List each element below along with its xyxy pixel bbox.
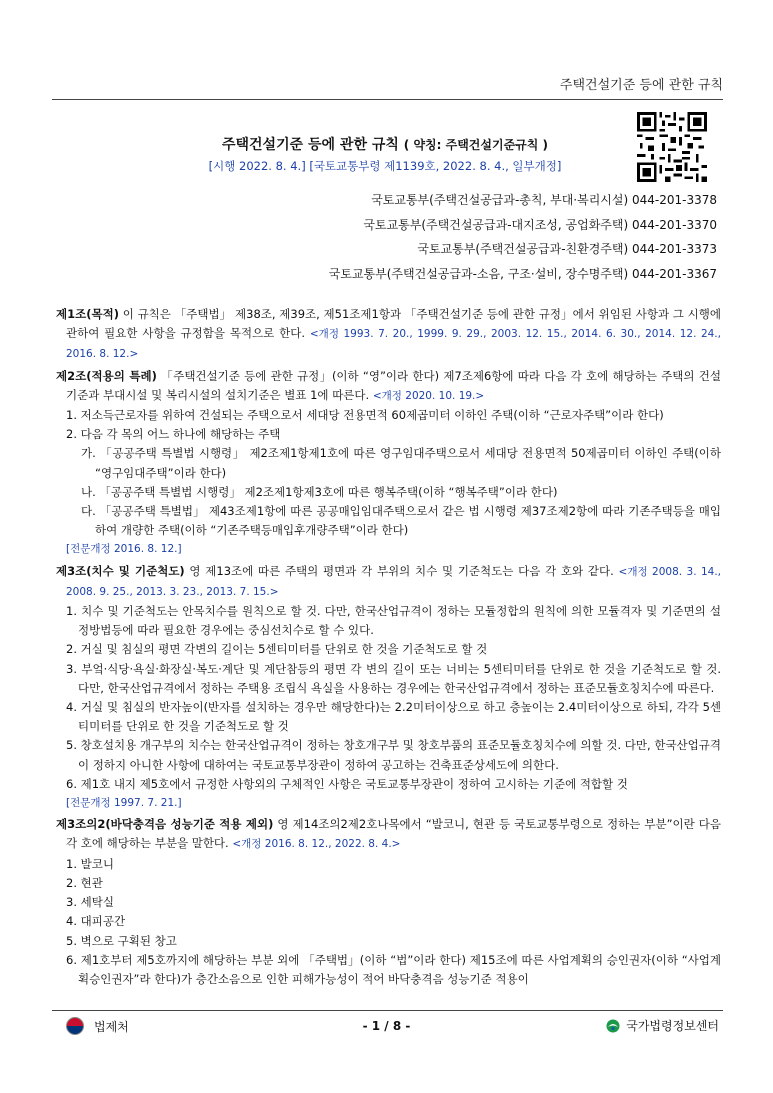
article-subitem: 가. 「공공주택 특별법 시행령」 제2조제1항제1호에 따른 영구임대주택으로서 세대당 전용면적 50제곱미터 이하인 주택(이하 “영구임대주택”이라 한다) bbox=[81, 446, 721, 480]
article-text: 영 제14조의2제2호나목에서 “발코니, 현관 등 국토교통부령으로 정하는 부분”이란 다음 각 호에 해당하는 부분을 말한다. bbox=[66, 817, 721, 851]
article-item: 3. 세탁실 bbox=[66, 895, 114, 910]
law-body bbox=[56, 305, 721, 991]
law-title-line bbox=[120, 134, 650, 154]
article-item: 2. 다음 각 목의 어느 하나에 해당하는 주택 bbox=[66, 427, 281, 442]
running-head: 주택건설기준 등에 관한 규칙 bbox=[559, 78, 723, 93]
footer-right-label: 국가법령정보센터 bbox=[626, 1019, 719, 1033]
article-item: 6. 제1호부터 제5호까지에 해당하는 부분 외에 「주택법」(이하 “법”이라 한다) 제15조에 따른 사업계획의 승인권자(이하 “사업계획승인권자”라 한다)가 층간소음으로 인한 피해가능성이 적어 바닥충격음 성능기준 적용이 bbox=[66, 952, 721, 986]
article-item: 4. 대피공간 bbox=[66, 914, 126, 929]
amendment-note[interactable]: <개정 2016. 8. 12., 2022. 8. 4.> bbox=[232, 838, 401, 851]
article-text: 영 제13조에 따른 주택의 평면과 각 부위의 치수 및 기준척도는 다음 각 호와 같다. bbox=[184, 563, 619, 578]
article-heading: 제2조(적용의 특례) bbox=[56, 368, 157, 383]
footer-left bbox=[66, 1017, 129, 1035]
qr-code-icon[interactable] bbox=[637, 112, 707, 182]
amendment-note[interactable]: <개정 2020. 10. 19.> bbox=[372, 389, 485, 402]
article-item: 1. 치수 및 기준척도는 안목치수를 원칙으로 할 것. 다만, 한국산업규격이 정하는 모듈정합의 원칙에 의한 모듈격자 및 기준면의 설정방법등에 따라 필요한 경우에는 중심선치수로 할 수 있다. bbox=[66, 604, 721, 638]
contact-line: 국토교통부(주택건설공급과-소음, 구조·설비, 장수명주택) 044-201-3367 bbox=[328, 266, 717, 281]
article-3-2 bbox=[56, 815, 721, 989]
page-footer bbox=[0, 1017, 773, 1039]
article-subitem: 나. 「공공주택 특별법 시행령」 제2조제1항제3호에 따른 행복주택(이하 “행복주택”이라 한다) bbox=[81, 484, 558, 499]
enactment-info: [시행 2022. 8. 4.] [국토교통부령 제1139호, 2022. 8. 4., 일부개정] bbox=[208, 159, 562, 173]
article-item: 3. 부엌·식당·욕실·화장실·복도·계단 및 계단참등의 평면 각 변의 길이 또는 너비는 5센티미터를 단위로 한 것을 기준척도로 할 것. 다만, 한국산업규격에서 정하는 주택용 조립식 욕실을 사용하는 경우에는 한국산업규격에서 정하는 표준모듈호칭치수에 따른다. bbox=[66, 661, 721, 695]
article-item: 5. 창호설치용 개구부의 치수는 한국산업규격이 정하는 창호개구부 및 창호부품의 표준모듈호칭치수에 의할 것. 다만, 한국산업규격이 정하지 아니한 사항에 대하여는 국토교통부장관이 정하여 공고하는 건축표준상세도에 의한다. bbox=[66, 738, 721, 772]
article-3 bbox=[56, 562, 721, 814]
revision-note[interactable]: [전문개정 2016. 8. 12.] bbox=[66, 543, 182, 556]
article-heading: 제1조(목적) bbox=[56, 307, 119, 321]
article-paragraph bbox=[56, 562, 721, 602]
article-item: 2. 거실 및 침실의 평면 각변의 길이는 5센티미터를 단위로 한 것을 기준척도로 할 것 bbox=[66, 642, 488, 657]
article-item: 4. 거실 및 침실의 반자높이(반자를 설치하는 경우만 해당한다)는 2.2미터이상으로 하고 층높이는 2.4미터이상으로 하되, 각각 5센티미터를 단위로 한 것을 기준척도로 할 것 bbox=[66, 700, 721, 734]
article-paragraph bbox=[56, 367, 721, 406]
article-text: 이 규칙은 「주택법」 제38조, 제39조, 제51조제1항과 「주택건설기준 등에 관한 규정」에서 위임된 사항과 그 시행에 관하여 필요한 사항을 규정함을 목적으로 한다. bbox=[66, 307, 721, 341]
article-item: 2. 현관 bbox=[66, 875, 103, 890]
contact-line: 국토교통부(주택건설공급과-친환경주택) 044-201-3373 bbox=[417, 242, 717, 256]
article-item: 1. 저소득근로자를 위하여 건설되는 주택으로서 세대당 전용면적 60제곱미터 이하인 주택(이하 “근로자주택”이라 한다) bbox=[66, 408, 664, 423]
title-block bbox=[120, 134, 650, 174]
law-title: 주택건설기준 등에 관한 규칙 bbox=[221, 137, 399, 153]
article-item: 5. 벽으로 구획된 창고 bbox=[66, 933, 177, 948]
article-heading: 제3조(치수 및 기준척도) bbox=[56, 563, 185, 578]
article-1 bbox=[56, 305, 721, 365]
amendment-note[interactable]: <개정 1993. 7. 20., 1999. 9. 29., 2003. 12. 15., 2014. 6. 30., 2014. 12. 24., 2016. 8. 12.> bbox=[66, 328, 721, 361]
contact-list bbox=[197, 188, 717, 286]
page-number: - 1 / 8 - bbox=[362, 1019, 411, 1033]
article-paragraph bbox=[56, 815, 721, 854]
article-text: 「주택건설기준 등에 관한 규정」(이하 “영”이라 한다) 제7조제6항에 따라 다음 각 호에 해당하는 주택의 건설기준과 부대시설 및 복리시설의 설치기준은 별표 1에 따른다. bbox=[66, 368, 721, 402]
footer-left-label: 법제처 bbox=[94, 1019, 129, 1034]
article-item: 6. 제1호 내지 제5호에서 규정한 사항외의 구체적인 사항은 국토교통부장관이 정하여 고시하는 기준에 적합할 것 bbox=[66, 776, 628, 791]
footer-right bbox=[606, 1017, 719, 1034]
amendment-note[interactable]: <개정 2008. 3. 14., 2008. 9. 25., 2013. 3. 23., 2013. 7. 15.> bbox=[66, 565, 721, 598]
revision-note[interactable]: [전문개정 1997. 7. 21.] bbox=[66, 797, 182, 810]
article-paragraph bbox=[56, 305, 721, 365]
law-abbreviation: ( 약칭: 주택건설기준규칙 ) bbox=[403, 138, 549, 152]
contact-line: 국토교통부(주택건설공급과-총칙, 부대·복리시설) 044-201-3378 bbox=[371, 193, 717, 207]
header-rule bbox=[52, 99, 723, 100]
article-2 bbox=[56, 367, 721, 560]
government-emblem-icon bbox=[66, 1017, 84, 1035]
article-heading: 제3조의2(바닥충격음 성능기준 적용 제외) bbox=[56, 817, 274, 832]
footer-rule bbox=[52, 1010, 723, 1011]
article-item: 1. 발코니 bbox=[66, 856, 114, 871]
contact-line: 국토교통부(주택건설공급과-대지조성, 공업화주택) 044-201-3370 bbox=[363, 217, 717, 232]
article-subitem: 다. 「공공주택 특별법」 제43조제1항에 따른 공공매입임대주택으로서 같은 법 시행령 제37조제2항에 따라 기존주택등을 매입하여 개량한 주택(이하 “기존주택등매입후개량주택”이라 한다) bbox=[81, 504, 721, 538]
law-center-logo-icon bbox=[606, 1019, 620, 1033]
